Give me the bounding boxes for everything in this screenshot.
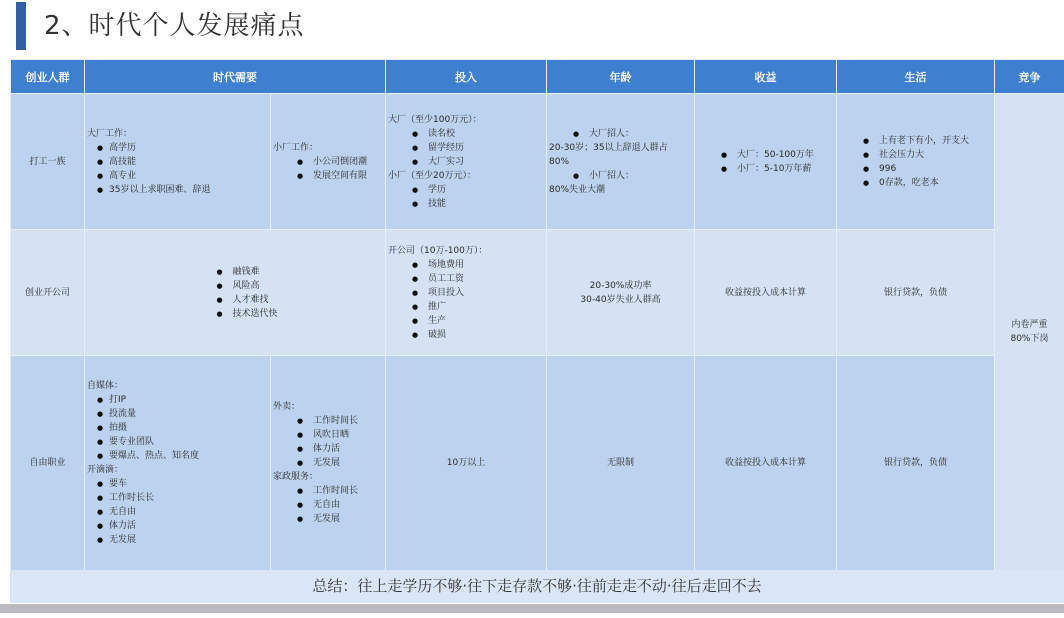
list-item: ● 项目投入 — [388, 286, 542, 300]
list-item: ● 学历 — [388, 183, 542, 197]
freelance-driver-heading: 开滴滴： — [87, 465, 124, 475]
worker-life — [837, 94, 995, 230]
list-item: ● 推广 — [388, 300, 542, 314]
col-header-needs: 时代需要 — [85, 60, 386, 94]
company-age-line-1: 20-30%成功率 — [589, 280, 652, 291]
company-needs — [85, 230, 386, 356]
list-item: ● 0存款，吃老本 — [839, 176, 990, 190]
worker-age — [547, 94, 695, 230]
list-item: ● 高学历 — [87, 141, 266, 155]
list-item: ● 小公司倒闭潮 — [273, 155, 381, 169]
col-header-invest: 投入 — [386, 60, 547, 94]
list-item: ● 员工工资 — [388, 272, 542, 286]
col-header-age: 年龄 — [547, 60, 695, 94]
list-item: ● 无发展 — [273, 512, 381, 526]
list-item: ● 读名校 — [388, 127, 542, 141]
freelance-age: 无限制 — [547, 356, 695, 571]
list-item: ● 无发展 — [87, 533, 266, 547]
worker-age-big-label: ● 大厂招人： — [549, 127, 690, 141]
worker-needs-big — [85, 94, 271, 230]
list-item: ● 投流量 — [87, 407, 266, 421]
list-item: ● 996 — [839, 162, 990, 176]
worker-invest-big-heading: 大厂（至少100万元）： — [388, 114, 482, 125]
page-title: 2、时代个人发展痛点 — [44, 11, 305, 41]
worker-age-small-text: 80%失业大潮 — [549, 184, 606, 195]
worker-age-big-text-2: 80% — [549, 156, 570, 167]
list-item: ● 小厂：5-10万年薪 — [697, 162, 832, 176]
worker-needs-small-heading: 小厂工作： — [273, 142, 319, 153]
list-item: ● 35岁以上求职困难、辞退 — [87, 183, 266, 197]
freelance-housekeeping-heading: 家政服务： — [273, 472, 319, 482]
table-row-worker — [11, 94, 1064, 230]
worker-invest-small-heading: 小厂（至少20万元）： — [388, 170, 476, 181]
col-header-income: 收益 — [695, 60, 837, 94]
list-item: ● 工作时间长 — [273, 484, 381, 498]
worker-age-big-text-1: 20-30岁；35以上辞退人群占 — [549, 142, 668, 153]
pain-points-table — [10, 59, 1064, 571]
list-item: ● 无自由 — [87, 505, 266, 519]
list-item: ● 要爆点、热点、知名度 — [87, 449, 266, 463]
freelance-invest: 10万以上 — [386, 356, 547, 571]
list-item: ● 风吹日晒 — [273, 428, 381, 442]
freelance-needs-delivery — [271, 356, 386, 571]
freelance-life: 银行贷款，负债 — [837, 356, 995, 571]
worker-invest — [386, 94, 547, 230]
competition-cell — [995, 94, 1064, 571]
company-age — [547, 230, 695, 356]
col-header-life: 生活 — [837, 60, 995, 94]
list-item: ● 拍摄 — [87, 421, 266, 435]
row-label-company: 创业开公司 — [11, 230, 85, 356]
list-item: ● 风险高 — [192, 279, 277, 293]
company-invest-heading: 开公司（10万-100万）： — [388, 245, 488, 256]
company-invest — [386, 230, 547, 356]
list-item: ● 体力活 — [87, 519, 266, 533]
company-age-line-2: 30-40岁失业人群高 — [580, 294, 661, 305]
list-item: ● 上有老下有小，开支大 — [839, 134, 990, 148]
company-income: 收益按投入成本计算 — [695, 230, 837, 356]
list-item: ● 高技能 — [87, 155, 266, 169]
competition-line-2: 80%下岗 — [1010, 334, 1049, 344]
competition-line-1: 内卷严重 — [1011, 320, 1048, 330]
table-row-company — [11, 230, 1064, 356]
list-item: ● 生产 — [388, 314, 542, 328]
list-item: ● 要车 — [87, 477, 266, 491]
freelance-delivery-heading: 外卖： — [273, 402, 301, 412]
list-item: ● 发展空间有限 — [273, 169, 381, 183]
company-life: 银行贷款，负债 — [837, 230, 995, 356]
list-item: ● 场地费用 — [388, 258, 542, 272]
list-item: ● 体力活 — [273, 442, 381, 456]
list-item: ● 无发展 — [273, 456, 381, 470]
list-item: ● 无自由 — [273, 498, 381, 512]
list-item: ● 破损 — [388, 328, 542, 342]
title-accent-bar — [16, 2, 26, 50]
col-header-group: 创业人群 — [11, 60, 85, 94]
worker-income — [695, 94, 837, 230]
bottom-divider — [0, 604, 1064, 613]
list-item: ● 留学经历 — [388, 141, 542, 155]
list-item: ● 技术迭代快 — [192, 307, 277, 321]
list-item: ● 打IP — [87, 393, 266, 407]
table-row-freelance — [11, 356, 1064, 571]
summary-text: 总结：往上走学历不够·往下走存款不够·往前走走不动·往后走回不去 — [10, 570, 1064, 603]
list-item: ● 技能 — [388, 197, 542, 211]
freelance-income: 收益按投入成本计算 — [695, 356, 837, 571]
worker-needs-big-heading: 大厂工作： — [87, 128, 133, 139]
col-header-competition: 竞争 — [995, 60, 1064, 94]
list-item: ● 社会压力大 — [839, 148, 990, 162]
worker-age-small-label: ● 小厂招人： — [549, 169, 690, 183]
row-label-worker: 打工一族 — [11, 94, 85, 230]
list-item: ● 要专业团队 — [87, 435, 266, 449]
list-item: ● 融钱难 — [192, 265, 277, 279]
worker-needs-small — [271, 94, 386, 230]
list-item: ● 大厂实习 — [388, 155, 542, 169]
row-label-freelance: 自由职业 — [11, 356, 85, 571]
freelance-needs-media — [85, 356, 271, 571]
list-item: ● 人才难找 — [192, 293, 277, 307]
list-item: ● 大厂：50-100万年 — [697, 148, 832, 162]
freelance-media-heading: 自媒体： — [87, 381, 124, 391]
list-item: ● 高专业 — [87, 169, 266, 183]
list-item: ● 工作时长长 — [87, 491, 266, 505]
list-item: ● 工作时间长 — [273, 414, 381, 428]
table-header-row — [11, 60, 1064, 94]
